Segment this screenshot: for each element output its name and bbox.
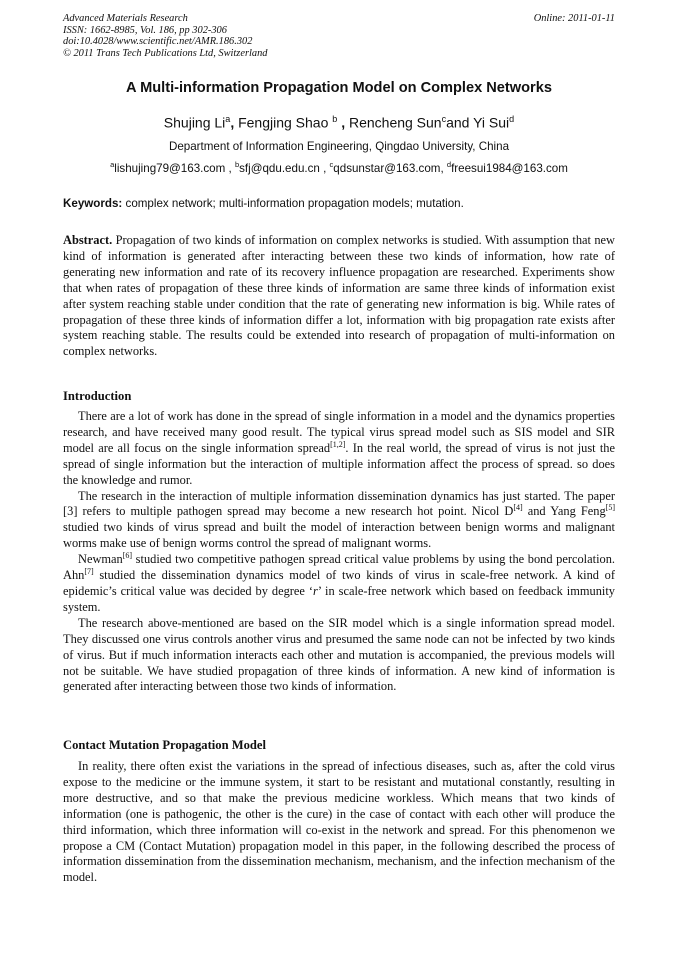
citation[interactable]: [6] <box>122 551 133 561</box>
page-header <box>63 13 615 59</box>
introduction-heading: Introduction <box>63 389 132 403</box>
author-mark: b <box>332 114 338 124</box>
email-address[interactable]: freesui1984@163.com <box>451 161 568 175</box>
keywords-label: Keywords: <box>63 197 123 210</box>
author-name: Rencheng Sun <box>348 114 442 131</box>
paragraph: There are a lot of work has done in the spread of single information in a model and the dynamics properties research, and have received many good result. The typical virus spread model such as SIS model and SIR model are all focus on the single information spread[1,2]. In the real world, the spread of virus is not just the spread of single information but the interaction of multiple information affect the process of spread. so does the knowledge and rumor. <box>63 409 615 487</box>
email-mark: a <box>110 160 115 169</box>
email-mark: c <box>329 160 334 169</box>
keywords <box>63 197 615 210</box>
doi-line[interactable]: doi:10.4028/www.scientific.net/AMR.186.302 <box>63 36 253 48</box>
citation[interactable]: [7] <box>84 566 94 576</box>
journal-name: Advanced Materials Research <box>63 13 188 24</box>
paragraph: In reality, there often exist the variations in the spread of infectious diseases, such as, after the cold virus expose to the medicine or the immune system, it start to be resistant and mutational constantly, resulting in more destructive, and so that make the previous medicine workless. Which means that two kinds of information (one is pathogenic, the other is the cure) in the case of contact with each other will produce the third information, which three information will co-exist in the network and spread. For this phenomenon we propose a CM (Contact Mutation) propagation model in this paper, in the following described the process of information dissemination from the dissemination mechanism, mechanism, and the infection mechanism of the model. <box>63 759 615 885</box>
email-mark: d <box>446 160 452 169</box>
contact-mutation-body <box>63 759 615 886</box>
email-address[interactable]: sfj@qdu.edu.cn <box>239 161 320 175</box>
issn-line: ISSN: 1662-8985, Vol. 186, pp 302-306 <box>63 24 227 36</box>
abstract <box>63 233 615 360</box>
paragraph: The research in the interaction of multiple information dissemination dynamics has just started. The paper [3] refers to multiple pathogen spread may become a new research hot point. Nicol D[4] and Yang Feng[5] studied two kinds of virus spread and built the model of interaction between benign worms and malignant worms make use of benign worms control the spread of malignant worms. <box>63 488 615 551</box>
citation[interactable]: [4] <box>513 503 523 513</box>
online-date: Online: 2011-01-11 <box>533 13 615 24</box>
citation[interactable]: [1,2] <box>330 439 346 449</box>
contact-mutation-heading: Contact Mutation Propagation Model <box>63 738 267 752</box>
abstract-label: Abstract. <box>63 233 113 247</box>
author-name: Shujing Li <box>163 114 226 131</box>
author-name: Yi Sui <box>473 114 510 131</box>
paragraph: The research above-mentioned are based on the SIR model which is a single information spread model. They discussed one virus controls another virus and presumed the same node can not be infected by two kinds of virus. But if much information interacts each other and mutation is accompanied, the previous models will not be suitable. We have studied propagation of three kinds of information. A new kind of information is generated after interacting between those two kinds of information. <box>63 615 615 694</box>
author-list: Shujing Li$^a$, Fengjing Shao $^b$ , Rencheng Sun$^c$and Yi Sui$^d$ <box>163 114 515 131</box>
citation[interactable]: [5] <box>605 503 615 513</box>
copyright-line: © 2011 Trans Tech Publications Ltd, Switzerland <box>63 47 268 59</box>
introduction-body <box>63 409 615 695</box>
author-mark: d <box>509 114 515 124</box>
affiliation: Department of Information Engineering, Qingdao University, China <box>168 140 510 153</box>
keywords-text: complex network; multi-information propagation models; mutation. <box>125 197 464 210</box>
author-name: Fengjing Shao <box>238 114 329 131</box>
email-list: $^a$lishujing79@163.com , $^b$sfj@qdu.edu.cn , $^c$qdsunstar@163.com, $^d$freesui1984@163.com <box>110 160 568 175</box>
email-address[interactable]: lishujing79@163.com <box>114 161 226 175</box>
author-mark: a <box>225 114 231 124</box>
abstract-text: Propagation of two kinds of information on complex networks is studied. With assumption that new kind of information is generated after interacting between these two kinds of information, how rate of generating new information and rate of its recovery influence propagation are researched. Experiments show that when rates of propagation of these three kinds of information are same three kinds of information exist after system reaching stable under condition that the rate of generating new information is big. While rates of propagation of these three kinds of information differ a lot, information with big propagation rate exists after system reaching stable. The results could be extended into research of propagation of multi-information on complex networks. <box>63 233 615 359</box>
email-address[interactable]: qdsunstar@163.com <box>333 161 441 175</box>
email-mark: b <box>234 160 240 169</box>
paragraph: Newman[6] studied two competitive pathogen spread critical value problems by using the bond percolation. Ahn[7] studied the dissemination dynamics model of two kinds of virus in scale-free network. A kind of epidemic’s critical value was decided by degree ‘r’ in scale-free network which based on feedback immunity system. <box>63 551 615 614</box>
variable-r: r <box>313 583 318 598</box>
paper-title: A Multi-information Propagation Model on Complex Networks <box>126 80 552 96</box>
author-mark: c <box>441 114 447 124</box>
